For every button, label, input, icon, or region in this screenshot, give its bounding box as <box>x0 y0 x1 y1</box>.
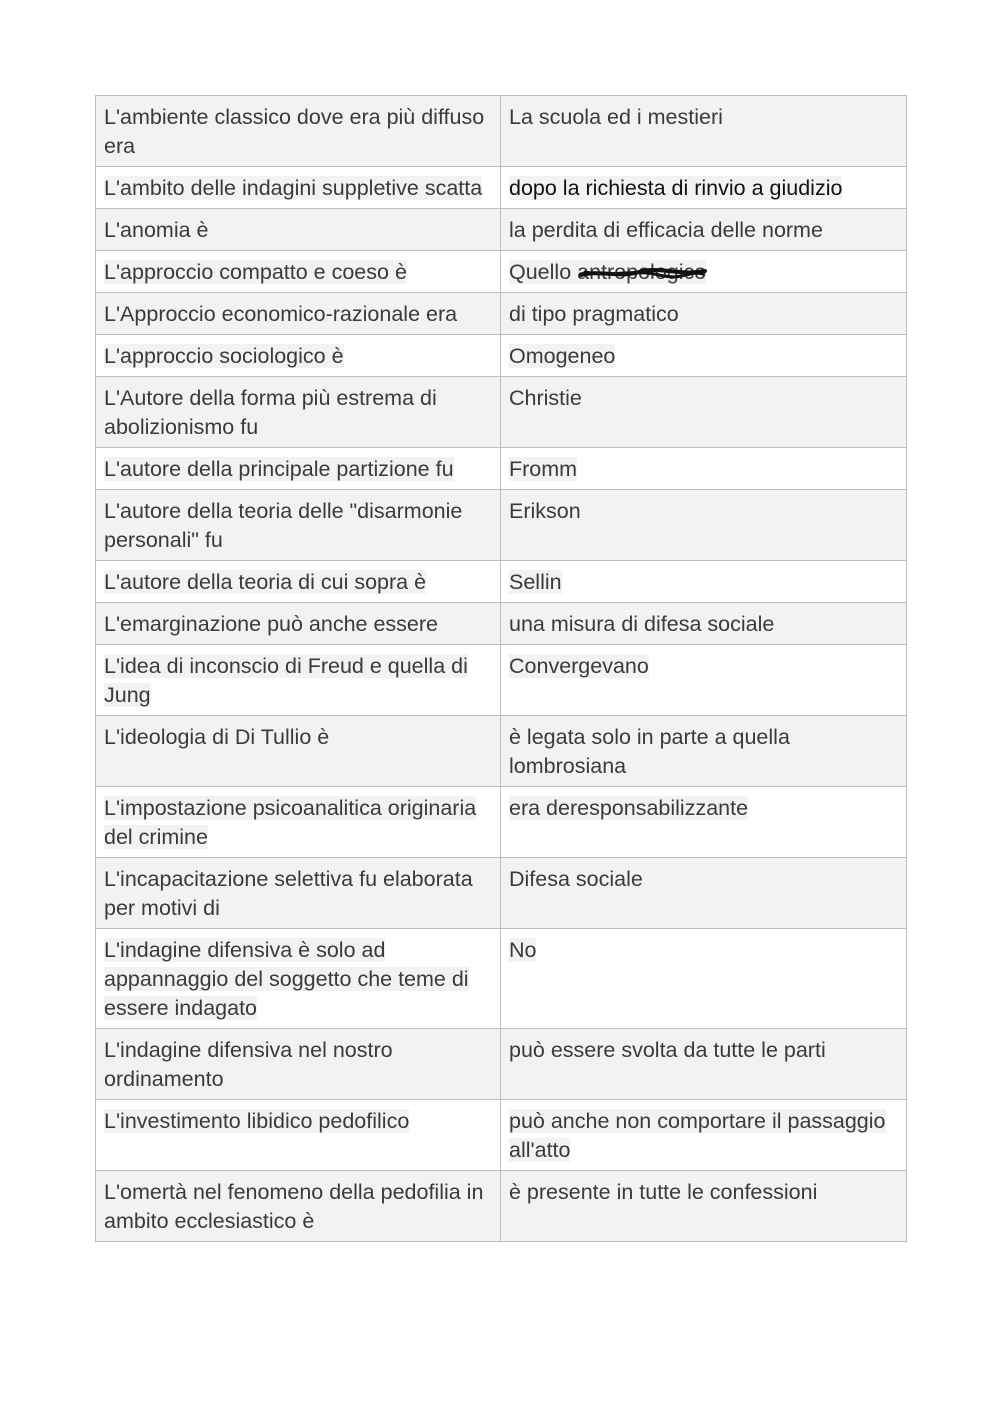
question-cell <box>96 929 501 1029</box>
question-text: L'investimento libidico pedofilico <box>104 1109 410 1133</box>
answer-text: dopo la richiesta di rinvio a giudizio <box>509 176 843 200</box>
question-cell <box>96 603 501 645</box>
answer-text: No <box>509 938 537 962</box>
question-text: L'emarginazione può anche essere <box>104 612 438 636</box>
answer-text: può essere svolta da tutte le parti <box>509 1038 826 1062</box>
answer-text: Fromm <box>509 457 578 481</box>
table-row <box>96 561 907 603</box>
table-row <box>96 929 907 1029</box>
struck-word: antropologico <box>577 260 707 284</box>
question-cell <box>96 561 501 603</box>
question-text: L'idea di inconscio di Freud e quella di Jung <box>104 654 468 707</box>
answer-text: Omogeneo <box>509 344 616 368</box>
answer-text: è presente in tutte le confessioni <box>509 1180 818 1204</box>
table-row <box>96 716 907 787</box>
question-text: L'autore della teoria di cui sopra è <box>104 570 427 594</box>
question-cell <box>96 645 501 716</box>
question-cell <box>96 1100 501 1171</box>
question-cell <box>96 167 501 209</box>
question-cell <box>96 209 501 251</box>
answer-cell <box>501 561 907 603</box>
question-text: L'approccio compatto e coeso è <box>104 260 407 284</box>
answer-cell <box>501 209 907 251</box>
question-cell <box>96 251 501 293</box>
question-cell <box>96 716 501 787</box>
answer-cell <box>501 251 907 293</box>
question-text: L'autore della principale partizione fu <box>104 457 454 481</box>
answer-text: è legata solo in parte a quella lombrosiana <box>509 725 790 778</box>
table-row <box>96 448 907 490</box>
answer-text: la perdita di efficacia delle norme <box>509 218 823 242</box>
table-row <box>96 858 907 929</box>
answer-cell <box>501 929 907 1029</box>
answer-text: una misura di difesa sociale <box>509 612 775 636</box>
answer-cell <box>501 490 907 561</box>
table-row <box>96 1029 907 1100</box>
table-row <box>96 209 907 251</box>
table-row <box>96 251 907 293</box>
table-row <box>96 335 907 377</box>
question-text: L'approccio sociologico è <box>104 344 344 368</box>
question-cell <box>96 787 501 858</box>
answer-cell <box>501 335 907 377</box>
answer-text: Convergevano <box>509 654 649 678</box>
table-row <box>96 787 907 858</box>
answer-text: di tipo pragmatico <box>509 302 679 326</box>
table-row <box>96 377 907 448</box>
question-text: L'autore della teoria delle "disarmonie personali" fu <box>104 499 463 552</box>
header-mark <box>490 0 510 3</box>
question-text: L'ideologia di Di Tullio è <box>104 725 330 749</box>
answer-prefix: Quello <box>509 260 578 284</box>
question-text: L'omertà nel fenomeno della pedofilia in ambito ecclesiastico è <box>104 1180 484 1233</box>
question-text: L'Autore della forma più estrema di abolizionismo fu <box>104 386 437 439</box>
question-cell <box>96 377 501 448</box>
question-text: L'ambiente classico dove era più diffuso era <box>104 105 485 158</box>
question-text: L'Approccio economico-razionale era <box>104 302 458 326</box>
question-text: L'anomia è <box>104 218 209 242</box>
answer-text: Sellin <box>509 570 562 594</box>
struck-word-wrap <box>577 258 706 287</box>
answer-cell <box>501 1100 907 1171</box>
answer-cell <box>501 167 907 209</box>
table-row <box>96 96 907 167</box>
answer-cell <box>501 716 907 787</box>
question-cell <box>96 1171 501 1242</box>
answer-text: era deresponsabilizzante <box>509 796 749 820</box>
question-text: L'indagine difensiva nel nostro ordinamento <box>104 1038 393 1091</box>
answer-cell <box>501 858 907 929</box>
table-row <box>96 603 907 645</box>
table-row <box>96 293 907 335</box>
table-row <box>96 167 907 209</box>
question-text: L'incapacitazione selettiva fu elaborata per motivi di <box>104 867 473 920</box>
question-cell <box>96 293 501 335</box>
answer-text: può anche non comportare il passaggio all'atto <box>509 1109 886 1162</box>
answer-cell <box>501 603 907 645</box>
answer-cell <box>501 1029 907 1100</box>
answer-text: Erikson <box>509 499 581 523</box>
answer-cell <box>501 787 907 858</box>
table-row <box>96 1171 907 1242</box>
qa-table <box>95 95 907 1242</box>
question-cell <box>96 858 501 929</box>
answer-cell <box>501 645 907 716</box>
table-row <box>96 490 907 561</box>
answer-text: Difesa sociale <box>509 867 643 891</box>
answer-text: Christie <box>509 386 582 410</box>
question-text: L'ambito delle indagini suppletive scatta <box>104 176 483 200</box>
table-row <box>96 645 907 716</box>
question-cell <box>96 490 501 561</box>
answer-cell <box>501 96 907 167</box>
question-cell <box>96 335 501 377</box>
answer-text: La scuola ed i mestieri <box>509 105 723 129</box>
answer-cell <box>501 377 907 448</box>
question-text: L'impostazione psicoanalitica originaria del crimine <box>104 796 477 849</box>
table-row <box>96 1100 907 1171</box>
question-cell <box>96 1029 501 1100</box>
question-text: L'indagine difensiva è solo ad appannaggio del soggetto che teme di essere indagato <box>104 938 469 1020</box>
answer-cell <box>501 293 907 335</box>
answer-cell <box>501 1171 907 1242</box>
question-cell <box>96 448 501 490</box>
answer-cell <box>501 448 907 490</box>
question-cell <box>96 96 501 167</box>
